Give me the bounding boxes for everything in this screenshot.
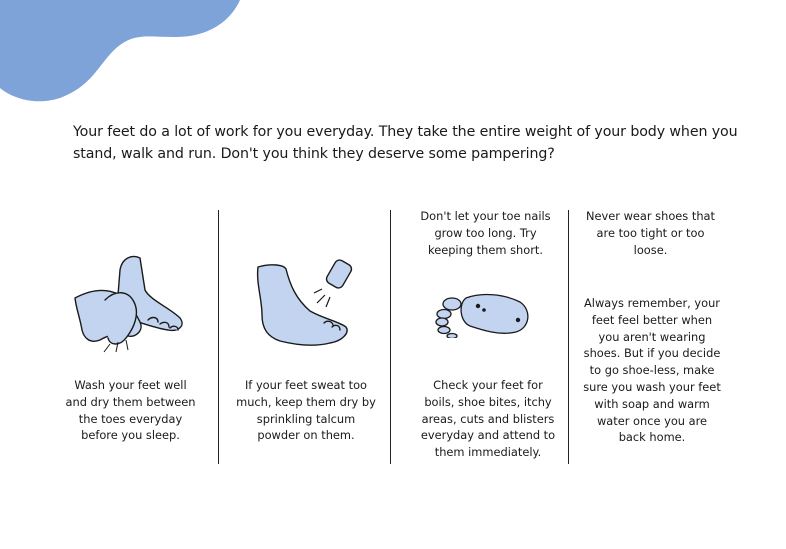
intro-paragraph: Your feet do a lot of work for you everyday. They take the entire weight of your body when you stand, walk and run. Don't you think they deserve some pampering? (73, 124, 738, 162)
footprint-check-icon (430, 290, 535, 338)
tip-text: Wash your feet well and dry them between the toes everyday before you sleep. (65, 378, 196, 443)
tip-text: Always remember, your feet feel better when you aren't wearing shoes. But if you decide to go shoe-less, make sure you wash your feet with soap and warm water once you are back home. (583, 296, 721, 445)
column-divider (568, 210, 569, 464)
column-divider (218, 210, 219, 464)
column-divider (390, 210, 391, 464)
tip-top-text: Don't let your toe nails grow too long. Try keeping them short. (420, 209, 551, 257)
tip-text: If your feet sweat too much, keep them dry by sprinkling talcum powder on them. (236, 378, 376, 443)
washing-feet-icon (70, 250, 190, 360)
tip-top-text: Never wear shoes that are too tight or too loose. (585, 209, 715, 257)
decorative-blob (0, 0, 250, 105)
tip-text: Check your feet for boils, shoe bites, itchy areas, cuts and blisters everyday and attend to them immediately. (420, 378, 556, 460)
talcum-powder-foot-icon (250, 255, 365, 355)
